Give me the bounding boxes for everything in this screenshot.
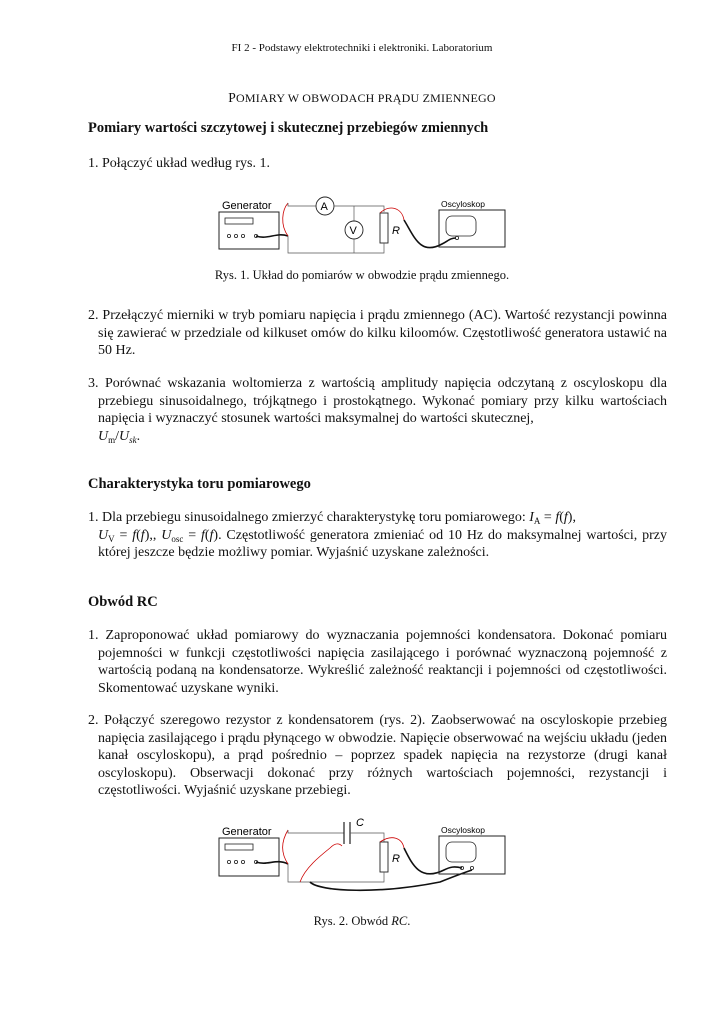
figure2-caption — [0, 914, 724, 929]
fig1-generator-label: Generator — [222, 200, 272, 212]
paren-open-2: ( — [136, 527, 141, 543]
section2-step1-text-b: Częstotliwość generatora zmieniać od 10 Hz do maksymalnej wartości, przy której jeszcze będzie możliwy pomiar. Wyjaśnić uzyskane zależności. — [98, 527, 668, 560]
fig2-wire-top-right — [350, 833, 384, 842]
f3: f — [200, 527, 205, 543]
section2-step1-text-a: 1. Dla przebiegu sinusoidalnego zmierzyć charakterystykę toru pomiarowego: — [88, 510, 530, 525]
ratio-slash: / — [115, 428, 120, 444]
fig2-generator-cable — [256, 862, 288, 864]
ratio-um-sub: m — [108, 434, 116, 445]
fig2-scope-label: Oscyloskop — [441, 825, 485, 835]
fig2-generator-knob — [234, 860, 237, 863]
fig1-wire-top — [288, 203, 316, 206]
fig1-generator-knob — [227, 234, 230, 237]
fig2-capacitor-label: C — [356, 817, 364, 829]
figure2-circuit — [210, 812, 510, 898]
uosc-sub: osc — [171, 533, 184, 544]
title-rest: OMIARY W OBWODACH PRĄDU ZMIENNEGO — [236, 91, 496, 105]
ratio-usk: U — [119, 428, 130, 444]
fig2-scope-cable-2 — [310, 870, 472, 890]
fig1-generator-display — [225, 218, 253, 224]
fig1-wire-top-right — [334, 206, 384, 212]
uosc-symbol: U — [161, 527, 172, 543]
uv-sub: V — [108, 533, 115, 544]
fig1-scope-cable — [404, 220, 456, 248]
ratio-end: . — [136, 428, 141, 444]
fig2-resistor — [380, 842, 388, 872]
section2-step1 — [88, 509, 667, 562]
fig1-voltmeter-label: V — [349, 225, 357, 237]
fig2-wire-bottom — [288, 864, 384, 882]
ratio-usk-sub: sk — [129, 434, 137, 445]
section3-step2 — [88, 712, 667, 800]
fig2-red-probe — [283, 830, 288, 864]
section1-step1: 1. Połączyć układ według rys. 1. — [88, 156, 270, 171]
section3-step1-text: 1. Zaproponować układ pomiarowy do wyznaczania pojemności kondensatora. Dokonać pomiaru pojemności w funkcji częstotliwości napięcia zasilającego i porównać wyznaczoną pojemność z wartością podaną na kondensatorze. Wykreślić zależność reaktancji i pojemności od częstotliwości. Skomentować uzyskane wyniki. — [88, 628, 667, 696]
fig1-ammeter-label: A — [320, 201, 328, 213]
f-arg-3: f — [209, 527, 214, 543]
f1: f — [555, 510, 560, 525]
fig1-red-probe — [283, 203, 288, 236]
fig2-generator-display — [225, 844, 253, 850]
fig1-scope-screen — [446, 216, 476, 236]
ratio-um: U — [98, 428, 109, 444]
section3-heading: Obwód RC — [88, 594, 158, 610]
section3-step2-text: 2. Połączyć szeregowo rezystor z kondensatorem (rys. 2). Zaobserwować na oscyloskopie przebieg napięcia zasilającego i prądu płynącego w obwodzie. Napięcie obserwować na wejściu układu (jeden kanał oscyloskopu), a prąd pośrednio – poprzez spadek napięcia na rezystorze (drugi kanał oscyloskopu). Obserwacji dokonać przy różnych wartościach pojemności, rezystancji i częstotliwości. Wyjaśnić uzyskane przebiegi. — [88, 713, 667, 798]
paren-open-3: ( — [204, 527, 210, 543]
fig1-generator-knob — [241, 234, 244, 237]
fig2-generator-label: Generator — [222, 826, 272, 838]
f-arg-1: f — [563, 510, 568, 525]
fig2-red-probe-middle — [300, 844, 342, 882]
f2: f — [132, 527, 137, 543]
sep: , — [152, 527, 162, 543]
fig2-scope-input-2 — [470, 866, 473, 869]
paren-open-1: ( — [559, 510, 564, 525]
section3-step1 — [88, 627, 667, 697]
page-header: FI 2 - Podstawy elektrotechniki i elektroniki. Laboratorium — [231, 42, 493, 54]
fig1-generator-cable — [256, 235, 288, 237]
section1-step3 — [88, 375, 667, 445]
fig1-scope-label: Oscyloskop — [441, 199, 485, 209]
figure2-caption-a: Rys. 2. Obwód — [313, 914, 392, 928]
f-arg-2: f — [140, 527, 145, 543]
eq1: = — [540, 510, 556, 525]
fig2-scope-cable-1 — [404, 848, 462, 874]
fig1-generator-knob — [234, 234, 237, 237]
fig2-resistor-label: R — [392, 853, 400, 865]
figure2-caption-b: . — [407, 914, 411, 928]
document-title — [0, 90, 724, 106]
fig1-resistor — [380, 213, 388, 243]
fig2-wire-top-left — [288, 830, 344, 833]
section1-step2-text: 2. Przełączyć mierniki w tryb pomiaru napięcia i prądu zmiennego (AC). Wartość rezystancji powinna się zawierać w przedziale od kilkuset omów do kilku kiloomów. Częstotliwość generatora ustawić na 50 Hz. — [88, 308, 667, 358]
title-initial: P — [228, 90, 236, 105]
uv-symbol: U — [98, 527, 109, 543]
fig2-generator-knob — [227, 860, 230, 863]
section1-step3-text: 3. Porównać wskazania woltomierza z wartością amplitudy napięcia odczytaną z oscyloskopu dla przebiegu sinusoidalnego, trójkątnego i prostokątnego. Wykonać pomiary przy kilku wartościach napięcia i wyznaczyć stosunek wartości maksymalnej do wartości skutecznej, — [88, 376, 667, 426]
section1-heading: Pomiary wartości szczytowej i skutecznej przebiegów zmiennych — [88, 120, 489, 136]
eq3: = — [183, 527, 201, 543]
fig1-wire-bottom — [288, 236, 384, 253]
fig2-generator-knob — [241, 860, 244, 863]
figure2-caption-rc: RC — [391, 914, 408, 928]
eq2: = — [114, 527, 133, 543]
paren-close-1: ), — [567, 510, 576, 525]
fig2-scope-screen — [446, 842, 476, 862]
section2-step1-body — [88, 509, 667, 562]
section1-step3-body — [88, 375, 667, 445]
section1-step2 — [88, 307, 667, 360]
section2-heading: Charakterystyka toru pomiarowego — [88, 476, 311, 492]
ia-symbol: I — [529, 510, 534, 525]
fig1-resistor-label: R — [392, 225, 400, 237]
paren-close-2: ), — [144, 527, 153, 543]
fig1-generator-box — [219, 212, 279, 249]
fig1-scope-box — [439, 210, 505, 247]
close-dot: ). — [213, 527, 222, 543]
figure1-caption: Rys. 1. Układ do pomiarów w obwodzie prądu zmiennego. — [214, 268, 510, 282]
figure1-circuit — [210, 190, 510, 260]
ia-sub: A — [533, 516, 541, 526]
